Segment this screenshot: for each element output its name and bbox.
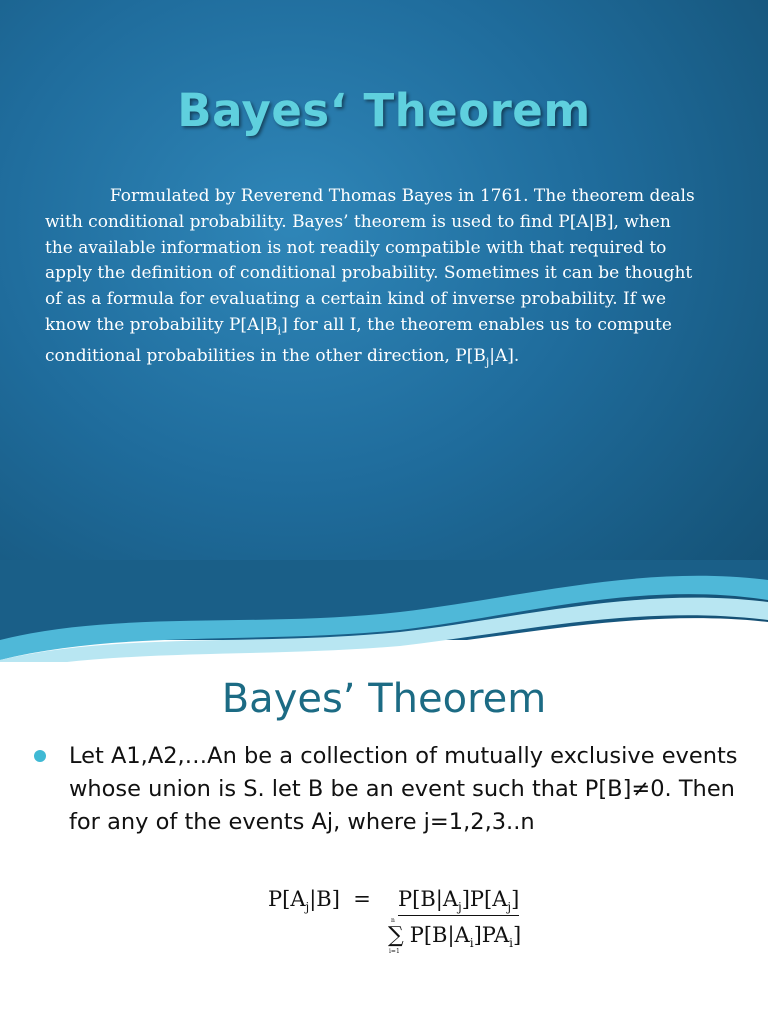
- lhs-part-b: |B] =: [309, 887, 371, 911]
- lhs-subscript: j: [305, 900, 310, 915]
- formula-lhs: [268, 887, 371, 914]
- sigma-symbol: [388, 917, 404, 955]
- slide-2: [0, 662, 768, 1024]
- den-part-b: ]PA: [473, 923, 510, 947]
- formula-denominator: [388, 917, 522, 955]
- lhs-part-a: P[A: [268, 887, 306, 911]
- subscript-i: i: [277, 324, 282, 338]
- slide-1-body: [45, 184, 695, 375]
- body-part-2: ] for all I, the theorem enables us to compute conditional probabilities in the other direction, P[B: [45, 314, 672, 367]
- den-subscript-1: i: [469, 936, 474, 951]
- subscript-j: j: [485, 355, 490, 369]
- num-part-c: ]: [511, 887, 520, 911]
- indent: [45, 186, 110, 206]
- bullet-text: Let A1,A2,…An be a collection of mutually exclusive events whose union is S. let B be an event such that P[B]≠0. Then for any of the events Aj, where j=1,2,3..n: [69, 743, 738, 835]
- num-subscript-2: j: [507, 900, 512, 915]
- slide-2-title: Bayes’ Theorem: [221, 676, 547, 722]
- num-part-a: P[B|A: [398, 887, 458, 911]
- sigma-lower-limit: i=1: [389, 948, 400, 955]
- formula-numerator: [398, 887, 519, 916]
- sigma-glyph: ∑: [388, 923, 404, 948]
- bullet-icon: [34, 750, 46, 762]
- den-part-c: ]: [512, 923, 522, 947]
- num-part-b: ]P[A: [461, 887, 508, 911]
- den-subscript-2: i: [509, 936, 513, 951]
- den-part-a: P[B|A: [409, 923, 470, 947]
- body-part-3: |A].: [489, 346, 520, 367]
- slide-1-title: Bayes‘ Theorem: [177, 84, 591, 137]
- num-subscript-1: j: [458, 900, 462, 915]
- sigma-upper-limit: n: [391, 917, 395, 924]
- body-part-1: Formulated by Reverend Thomas Bayes in 1761. The theorem deals with conditional probability. Bayes’ theorem is used to find P[A|B], when the available information is not readily compatible with that required to apply the definition of conditional probability. Sometimes it can be thought of as a formula for evaluating a certain kind of inverse probability. If we know the probability P[A|B: [45, 186, 695, 335]
